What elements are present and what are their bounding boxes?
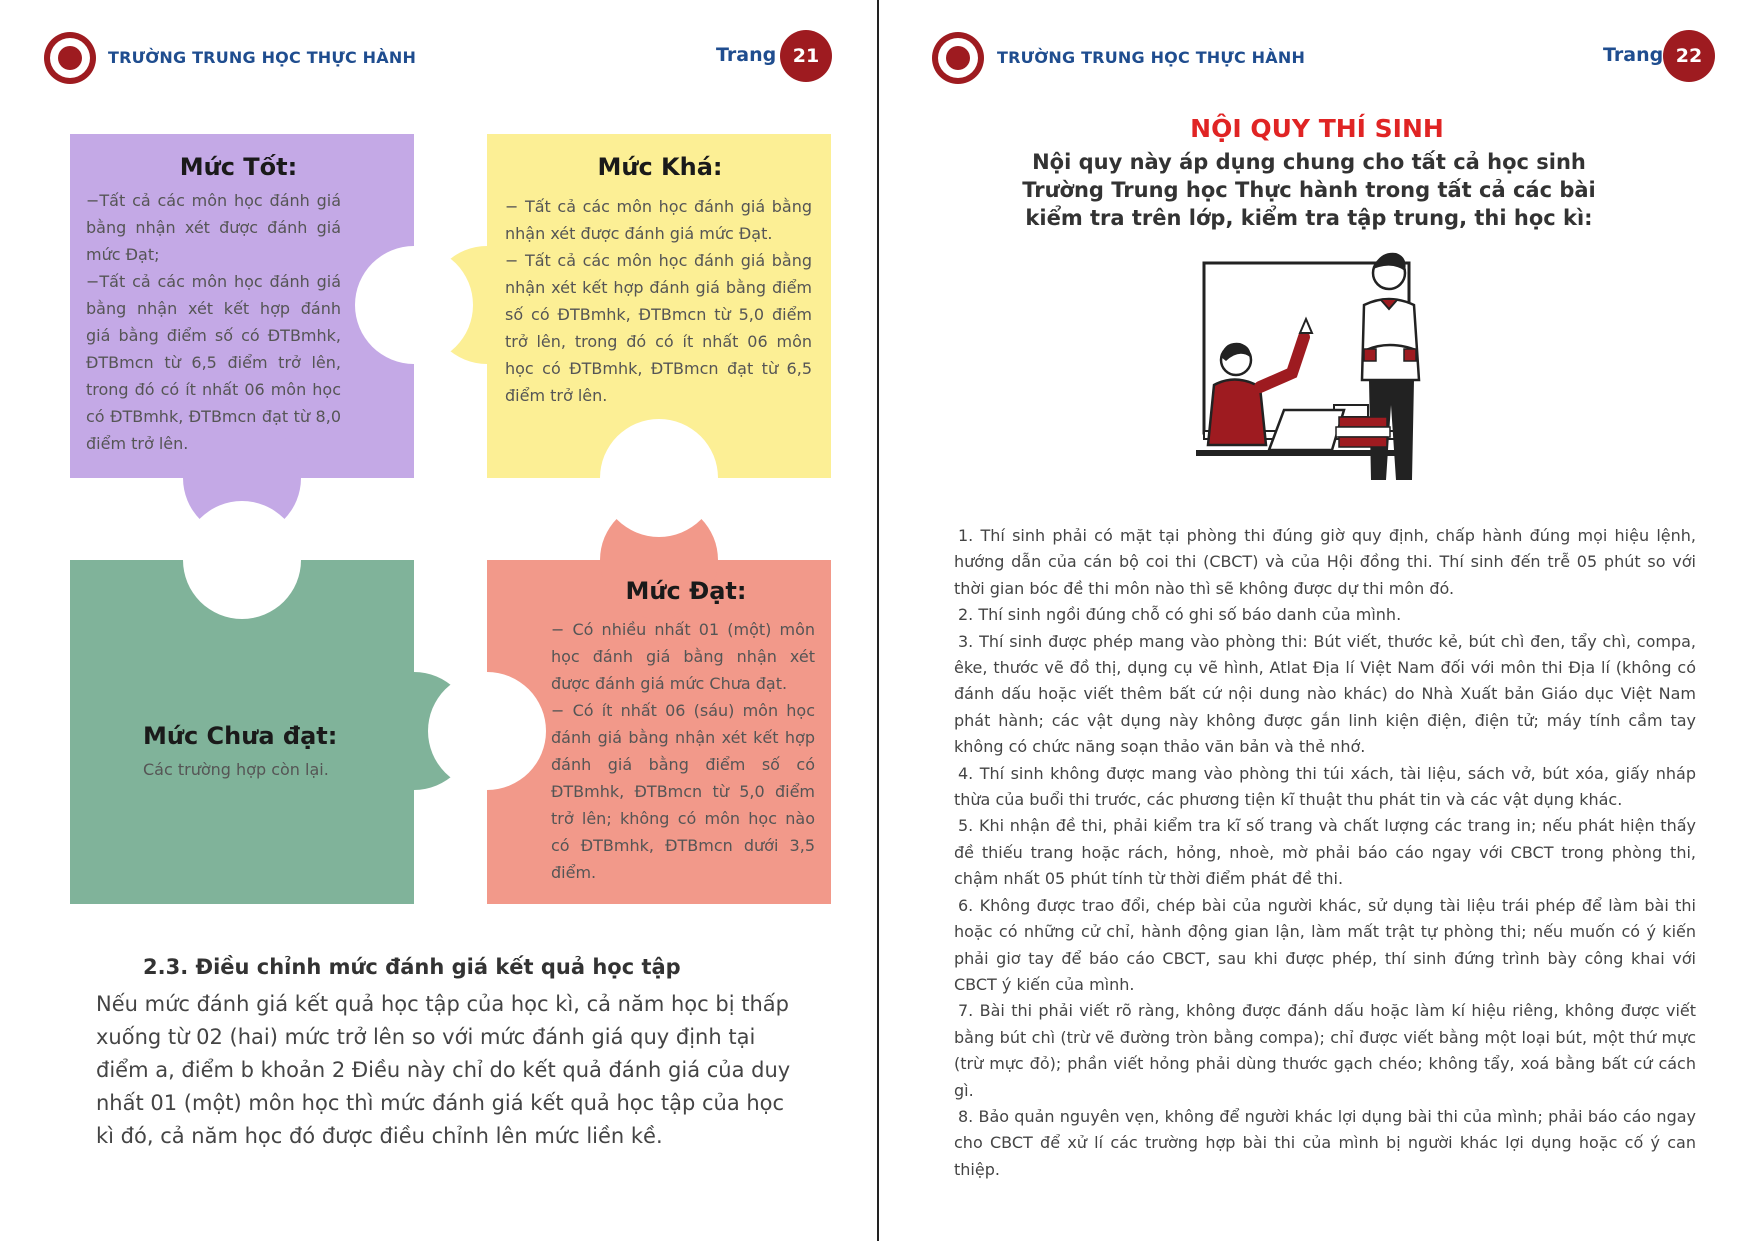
rule-item: 8. Bảo quản nguyên vẹn, không để người khác lợi dụng bài thi của mình; phải báo cáo ngay cho CBCT để xử lí các trường hợp bài thi của mình bị người khác lợi dụng hoặc cố ý can thiệp.: [954, 1106, 1696, 1179]
school-name: TRƯỜNG TRUNG HỌC THỰC HÀNH: [108, 48, 417, 67]
kha-title: Mức Khá:: [597, 153, 723, 181]
chua-dat-title: Mức Chưa đạt:: [143, 722, 338, 750]
rule-item: 7. Bài thi phải viết rõ ràng, không được đánh dấu hoặc làm kí hiệu riêng, không được viết bằng bút chì (trừ vẽ đường tròn bằng compa); chỉ được viết bằng một loại bút, một thứ mực (trừ mực đỏ); phần viết hỏng phải dùng thước gạch chéo; không tẩy, xoá bằng bất cứ cách gì.: [954, 1001, 1696, 1100]
rule-item: 4. Thí sinh không được mang vào phòng thi túi xách, tài liệu, sách vở, bút xóa, giấy nháp thừa của buổi thi trước, các phương tiện kĩ thuật thu phát tin và các vật dụng khác.: [954, 763, 1696, 810]
page-subtitle: Nội quy này áp dụng chung cho tất cả học sinh Trường Trung học Thực hành trong tất cả các bài kiểm tra trên lớp, kiểm tra tập trung, thi học kì:: [1022, 150, 1596, 230]
rule-item: 3. Thí sinh được phép mang vào phòng thi: Bút viết, thước kẻ, bút chì đen, tẩy chì, compa, êke, thước vẽ đồ thị, dụng cụ vẽ hình, Atlat Địa lí Việt Nam đối với môn thi Địa lí (không có đánh dấu hoặc viết thêm bất cứ nội dung nào khác) do Nhà Xuất bản Giáo dục Việt Nam phát hành; các vật dụng này không được gắn linh kiện điện, điện tử; máy tính cầm tay không có chức năng soạn thảo văn bản và thẻ nhớ.: [954, 631, 1696, 757]
rule-item: 1. Thí sinh phải có mặt tại phòng thi đúng giờ quy định, chấp hành đúng mọi hiệu lệnh, hướng dẫn của cán bộ coi thi (CBCT) và của Hội đồng thi. Thí sinh đến trễ 05 phút so với thời gian bóc đề thi môn nào thì sẽ không được dự thi môn đó.: [954, 526, 1696, 598]
school-logo: [932, 32, 984, 84]
tot-title: Mức Tốt:: [179, 153, 298, 181]
dat-title: Mức Đạt:: [625, 577, 747, 605]
section-body: Nếu mức đánh giá kết quả học tập của học kì, cả năm học bị thấp xuống từ 02 (hai) mức trở lên so với mức đánh giá quy định tại điểm a, điểm b khoản 2 Điều này chỉ do kết quả đánh giá của duy nhất 01 (một) môn học thì mức đánh giá kết quả học tập của học kì đó, cả năm học đó được điều chỉnh lên mức liền kề.: [96, 992, 791, 1148]
puzzle-hole: [183, 501, 301, 619]
rule-item: 2. Thí sinh ngồi đúng chỗ có ghi số báo danh của mình.: [958, 605, 1402, 625]
page-number: 21: [780, 30, 832, 82]
section-title: 2.3. Điều chỉnh mức đánh giá kết quả học tập: [143, 955, 681, 979]
rules-list: [954, 523, 1696, 1183]
school-logo: [44, 32, 96, 84]
rule-item: 5. Khi nhận đề thi, phải kiểm tra kĩ số trang và chất lượng các trang in; nếu phát hiện thấy đề thiếu trang hoặc rách, hỏng, nhoè, mờ phải báo cáo ngay với CBCT trong phòng thi, chậm nhất 05 phút tính từ thời điểm phát đề thi.: [954, 816, 1696, 889]
kha-text: − Tất cả các môn học đánh giá bằng nhận xét được đánh giá mức Đạt. − Tất cả các môn học đánh giá bằng nhận xét kết hợp đánh giá bằng điểm số có ĐTBmhk, ĐTBmcn từ 5,0 điểm trở lên, trong đó có ít nhất 06 môn học có ĐTBmhk, ĐTBmcn đạt từ 6,5 điểm trở lên.: [505, 197, 812, 405]
chua-dat-text: Các trường hợp còn lại.: [143, 760, 329, 779]
rule-item: 6. Không được trao đổi, chép bài của người khác, sử dụng tài liệu trái phép để làm bài thi hoặc có những cử chỉ, hành động gian lận, làm mất trật tự phòng thi; nếu muốn có ý kiến phải giơ tay để báo cáo CBCT, sau khi được phép, thí sinh đứng trình bày công khai với CBCT ý kiến của mình.: [954, 895, 1696, 994]
trang-label: Trang: [1603, 44, 1664, 66]
dat-text: − Có nhiều nhất 01 (một) môn học đánh giá bằng nhận xét được đánh giá mức Chưa đạt. − Có ít nhất 06 (sáu) môn học đánh giá bằng nhận xét kết hợp đánh giá bằng điểm số có ĐTBmhk, ĐTBmcn từ 5,0 điểm trở lên; không có môn học nào có ĐTBmhk, ĐTBmcn dưới 3,5 điểm.: [551, 620, 815, 882]
school-name: TRƯỜNG TRUNG HỌC THỰC HÀNH: [997, 48, 1306, 67]
puzzle-hole: [600, 419, 718, 537]
right-page: [879, 0, 1755, 1241]
trang-label: Trang: [716, 44, 777, 66]
classroom-illustration: [1174, 245, 1464, 507]
left-page: [0, 0, 877, 1241]
tot-text: −Tất cả các môn học đánh giá bằng nhận xét được đánh giá mức Đạt; −Tất cả các môn học đánh giá bằng nhận xét kết hợp đánh giá bằng điểm số có ĐTBmhk, ĐTBmcn từ 6,5 điểm trở lên, trong đó có ít nhất 06 môn học có ĐTBmhk, ĐTBmcn đạt từ 8,0 điểm trở lên.: [86, 191, 341, 453]
page-number: 22: [1663, 30, 1715, 82]
puzzle-hole: [355, 246, 473, 364]
puzzle-hole: [428, 672, 546, 790]
page-title: NỘI QUY THÍ SINH: [1190, 114, 1444, 143]
